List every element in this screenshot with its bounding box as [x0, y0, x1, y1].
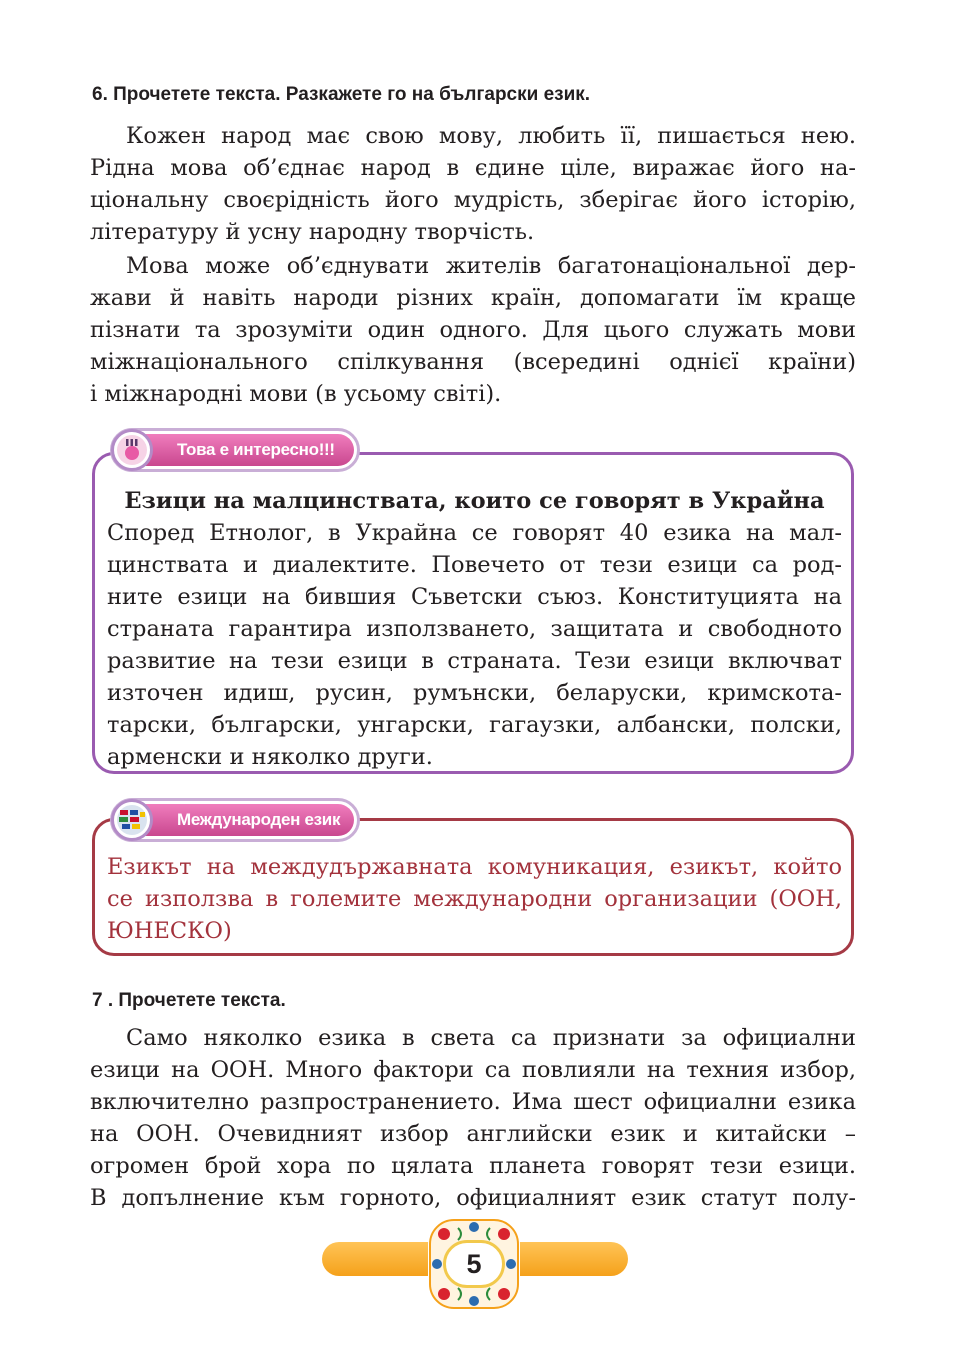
international-language-badge-label: Международен език [177, 810, 341, 829]
text-line: Кожен народ має свою мову, любить її, пишається нею. [126, 123, 856, 149]
interesting-badge [110, 428, 360, 472]
interesting-fact-title: Езици на малцинствата, които се говорят в Украйна [124, 488, 825, 514]
international-language-badge [110, 798, 360, 842]
text-line: міжнаціонального спілкування (всередині однієї країни) [90, 349, 856, 375]
page-number: 5 [443, 1240, 505, 1288]
text-line: пізнати та зрозуміти один одного. Для цього служать мови [90, 317, 856, 343]
text-line: ните езици на бившия Съветски съюз. Конституцията на [107, 584, 842, 610]
text-line: арменски и няколко други. [107, 744, 433, 770]
text-line: включително разпространението. Има шест официални езика [90, 1089, 856, 1115]
interesting-badge-label: Това е интересно!!! [177, 440, 335, 459]
text-line: Само няколко езика в света са признати за официални [126, 1025, 856, 1051]
section-7-paragraph [90, 1022, 856, 1214]
exclamation-figure-icon [111, 429, 153, 471]
text-line: і міжнародні мови (в усьому світі). [90, 381, 502, 407]
text-line: на ООН. Очевидният избор английски език и китайски – [90, 1121, 856, 1147]
text-line: В допълнение към горното, официалният език статут полу- [90, 1185, 856, 1211]
interesting-fact-box [92, 452, 854, 774]
text-line: цинствата и диалектите. Повечето от тези езици са род- [107, 552, 842, 578]
text-line: Според Етнолог, в Украйна се говорят 40 езика на мал- [107, 520, 842, 546]
text-line: Езикът на междудържавната комуникация, езикът, който [107, 854, 842, 880]
text-line: Рідна мова об’єднає народ в єдине ціле, виражає його на- [90, 155, 856, 181]
section-7-heading: 7 . Прочетете текста. [92, 990, 286, 1011]
text-line: езици на ООН. Много фактори са повлияли на техния избор, [90, 1057, 856, 1083]
text-line: жави й навіть народи різних країн, допомагати їм краще [90, 285, 856, 311]
text-line: развитие на тези езици в страната. Тези езици включват [107, 648, 842, 674]
text-line: ціональну своєрідність його мудрість, зберігає його історію, [90, 187, 856, 213]
text-line: літературу й усну народну творчість. [90, 219, 535, 245]
section-6-paragraph-2 [90, 250, 856, 410]
text-line: източен идиш, русин, румънски, беларуски, кримскота- [107, 680, 842, 706]
text-line: ЮНЕСКО) [107, 918, 232, 944]
globe-flags-icon [111, 799, 153, 841]
text-line: тарски, български, унгарски, гагаузки, албански, полски, [107, 712, 842, 738]
text-line: Мова може об’єднувати жителів багатонаціональної дер- [126, 253, 856, 279]
section-6-heading: 6. Прочетете текста. Разкажете го на български език. [92, 84, 591, 105]
section-6-paragraph-1 [90, 120, 856, 248]
text-line: страната гарантира използването, защитата и свободното [107, 616, 842, 642]
text-line: огромен брой хора по цялата планета говорят тези езици. [90, 1153, 856, 1179]
text-line: се използва в големите международни организации (ООН, [107, 886, 842, 912]
